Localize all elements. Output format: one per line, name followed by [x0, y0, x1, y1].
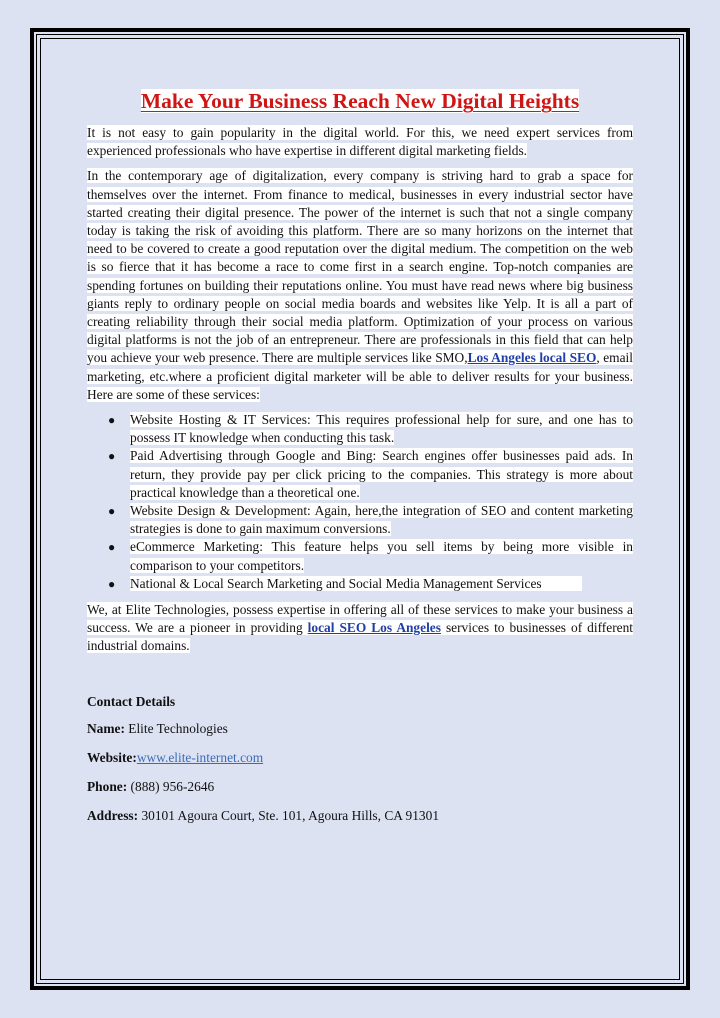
bullet-icon: ●: [108, 504, 116, 519]
contact-website: [87, 749, 633, 767]
name-value: Elite Technologies: [124, 720, 228, 736]
main-paragraph: [87, 167, 633, 404]
website-link[interactable]: www.elite-internet.com: [136, 749, 264, 765]
address-value: 30101 Agoura Court, Ste. 101, Agoura Hills, CA 91301: [138, 807, 440, 823]
list-item: ● Website Hosting & IT Services: This requires professional help for sure, and one has to possess IT knowledge when conducting this task.: [108, 412, 633, 446]
document-title: Make Your Business Reach New Digital Heights: [140, 89, 580, 113]
bullet-icon: ●: [108, 576, 116, 591]
contact-phone: [87, 778, 633, 796]
list-item: ● Paid Advertising through Google and Bing: Search engines offer businesses paid ads. In return, they provide pay per click pricing to the companies. This strategy is more about practical knowledge than a theoretical one.: [108, 448, 633, 500]
bullet-icon: ●: [108, 540, 116, 555]
closing-paragraph-text: We, at Elite Technologies, possess expertise in offering all of these services to make your business a success. We are a pioneer in providing: [87, 602, 633, 636]
website-label: Website:: [87, 749, 137, 765]
phone-value: (888) 956-2646: [127, 778, 215, 794]
contact-address: [87, 807, 633, 825]
main-paragraph-text-end: , email marketing, etc.where a proficient digital marketer will be able to deliver results for your business. Here are some of these services:: [87, 350, 633, 402]
phone-label: Phone:: [87, 778, 128, 794]
address-label: Address:: [87, 807, 139, 823]
list-item: ● National & Local Search Marketing and Social Media Management Services: [130, 575, 633, 593]
name-label: Name:: [87, 720, 125, 736]
closing-paragraph: [87, 601, 633, 656]
list-item: ● Website Design & Development: Again, here,the integration of SEO and content marketing strategies is done to gain maximum conversions.: [108, 503, 633, 537]
local-seo-los-angeles-link[interactable]: local SEO Los Angeles: [307, 620, 441, 636]
document-body: [87, 86, 633, 836]
bullet-icon: ●: [108, 449, 116, 464]
closing-paragraph-text-end: services to businesses of different industrial domains.: [87, 620, 634, 654]
contact-name: [87, 720, 633, 738]
los-angeles-local-seo-link[interactable]: Los Angeles local SEO: [467, 350, 597, 366]
bullet-icon: ●: [108, 413, 116, 428]
list-item: ● eCommerce Marketing: This feature helps you sell items by being more visible in comparison to your competitors.: [108, 539, 633, 573]
services-list: [87, 411, 633, 593]
intro-paragraph: It is not easy to gain popularity in the digital world. For this, we need expert services from experienced professionals who have expertise in different digital marketing fields.: [87, 125, 633, 159]
contact-heading: Contact Details: [87, 693, 176, 709]
main-paragraph-text: In the contemporary age of digitalization, every company is striving hard to grab a space for themselves over the internet. From finance to medical, businesses in every industrial sector have started creating their digital presence. The power of the internet is such that not a single company today is taking the risk of avoiding this platform. There are so many horizons on the internet that need to be covered to create a good reputation over the digital medium. The competition on the web is so fierce that it has become a race to come first in a search engine. Top-notch companies are spending fortunes on building their reputations online. You must have read news where big business giants reply to ordinary people on social media boards and websites like Yelp. It is all a part of creating reliability through their social media platform. Optimization of your process on various digital platforms is not the job of an entrepreneur. There are professionals in this field that can help you achieve your web presence. There are multiple services like SMO,: [87, 168, 633, 366]
